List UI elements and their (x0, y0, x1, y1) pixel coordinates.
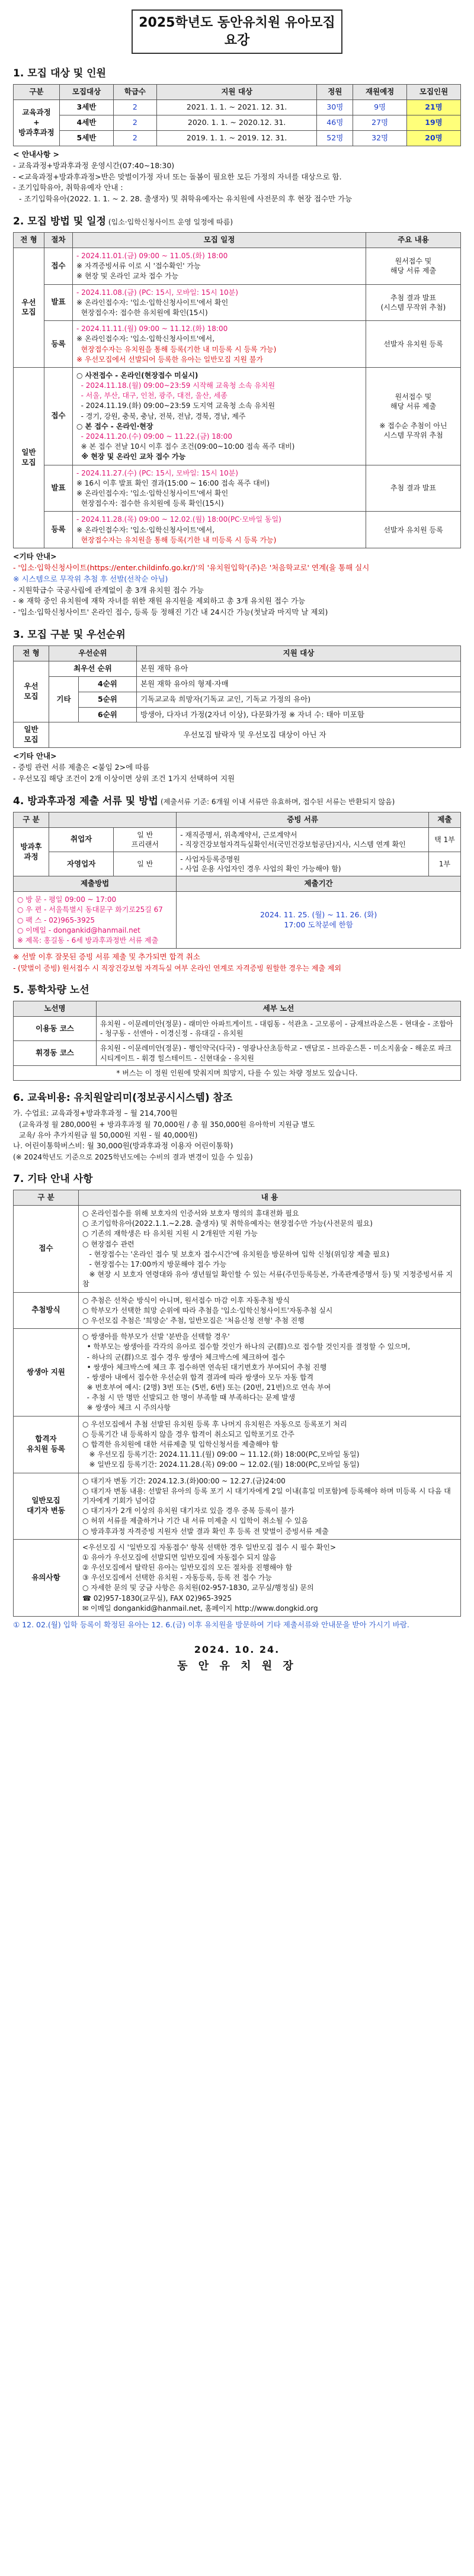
content-line: ○ 우선모집 추첨은 '희망순' 추첨, 일반모집은 '처음신청 전형' 추첨 진행 (82, 1316, 305, 1325)
main-cell: 선발자 유치원 등록 (366, 512, 461, 548)
documents-notes (13, 952, 461, 973)
qty-cell: 1부 (429, 852, 461, 876)
rank-cell: 4순위 (79, 676, 137, 692)
main-cell: 원서접수 및 해당 서류 제출 (366, 248, 461, 285)
recruit-table (13, 84, 461, 146)
schedule-line: - 서울, 부산, 대구, 인천, 광주, 대전, 울산, 세종 (76, 391, 228, 400)
table-row (14, 1329, 461, 1417)
schedule-line: 현장접수자는 유치원을 통해 등록(기한 내 미등록 시 등록 가능) (76, 535, 277, 544)
period-cell: 2024. 11. 25. (월) ~ 11. 26. (화) 17:00 도착분에 한함 (177, 892, 461, 949)
note-line: - '입소·입학신청사이트(https://enter.childinfo.go.kr/)'의 '유치원입학'(주)은 '처음학교로' 연계(을 통해 실시 (13, 563, 370, 572)
group-cell: 우선 모집 (14, 248, 44, 368)
content-line: ○ 등록기간 내 등록하지 않을 경우 합격이 취소되고 입학포기로 간주 (82, 1430, 294, 1438)
step-cell: 등록 (44, 512, 73, 548)
content-line: • 학부모는 쌍생아를 각각의 유아로 접수할 것인가 하나의 군(群)으로 접수할 것인지를 결정할 수 있으며, (82, 1342, 411, 1351)
col-kind: 구 분 (14, 1190, 79, 1206)
col-recruit: 모집인원 (407, 85, 461, 100)
kind-cell: 합격자 유치원 등록 (14, 1416, 79, 1473)
step-cell: 접수 (44, 367, 73, 465)
method-line: ※ 제목: 홍길동 - 6세 방과후과정반 서류 제출 (17, 936, 159, 945)
section-3-heading (13, 628, 461, 642)
fee-line: (※ 2024학년도 기준으로 2025학년도에는 수비의 결과 변경이 있을 수 있음) (13, 1153, 253, 1162)
recruit-cell: 20명 (407, 130, 461, 146)
table-row (14, 1292, 461, 1329)
schedule-cell (73, 512, 366, 548)
schedule-line: - 2024.11.18.(월) 09:00~23:59 시작해 교육청 소속 유치원 (76, 381, 276, 390)
planned-cell: 9명 (353, 100, 407, 115)
content-cell (79, 1292, 461, 1329)
col-planned: 재원예정 (353, 85, 407, 100)
schedule-line: ※ 자격증빙서류 이로 시 '접수확인' 가능 (76, 262, 201, 271)
method-cell (14, 892, 177, 949)
sub-cell: 일 반 프리랜서 (114, 827, 177, 852)
quota-cell: 30명 (317, 100, 353, 115)
schedule-line: - 2024.11.11.(월) 09:00 ~ 11.12.(화) 18:00 (76, 325, 228, 333)
table-row (14, 248, 461, 285)
table-row (14, 321, 461, 368)
table-row (14, 892, 461, 949)
fees-block (13, 1109, 461, 1162)
desc-cell: 우선모집 탈락자 및 우선모집 대상이 아닌 자 (49, 722, 461, 748)
table-row (14, 852, 461, 876)
table-row (14, 676, 461, 692)
content-line: - 현장접수는 17:00까지 방문해야 접수 가능 (82, 1260, 227, 1268)
note-line: - ※ 재학 중인 유치원에 재학 자녀를 위한 재원 유지원을 제외하고 총 3개 유치원 접수 가능 (13, 596, 306, 606)
table-row (14, 1041, 461, 1065)
schedule-line: - 2024.11.27.(수) (PC: 15시, 모바일: 15시 10분) (76, 468, 238, 477)
content-line: ○ 추첨은 선착순 방식이 아니며, 원서접수 마감 이후 자동추첨 방식 (82, 1296, 290, 1305)
guide-table (13, 1190, 461, 1617)
doc-cell: - 재직증명서, 위촉계약서, 근로계약서 - 직장건강보험자격득실확인서(국민건강보험공단)지사, 시스템 연계 확인 (177, 827, 429, 852)
table-row (14, 100, 461, 115)
table-row (14, 692, 461, 707)
kind-cell: 자영업자 (49, 852, 114, 876)
step-cell: 발표 (44, 284, 73, 321)
range-cell: 2019. 1. 1. ~ 2019. 12. 31. (156, 130, 317, 146)
content-cell (79, 1416, 461, 1473)
table-row (14, 1473, 461, 1539)
priority-table (13, 645, 461, 748)
section-2-title: 2. 모집 방법 및 일정 (13, 216, 106, 228)
section-2-subtitle: (입소·입학신청사이트 운영 일정에 따름) (108, 218, 233, 227)
notes-title: <기타 안내> (13, 751, 57, 761)
schedule-line: ○ 사전접수 - 온라인(현장접수 미실시) (76, 371, 198, 380)
content-line: ※ 우선모집 등록기간: 2024.11.11.(월) 09:00 ~ 11.12.(화) 18:00(PC,모바일 동일) (82, 1450, 360, 1459)
quota-cell: 46명 (317, 115, 353, 131)
col-doc: 증빙 서류 (177, 812, 429, 827)
group-cell: 우선 모집 (14, 661, 49, 722)
schedule-cell (73, 367, 366, 465)
documents-table (13, 812, 461, 949)
content-line: ○ 조기입학유아(2022.1.1.~2.28. 출생자) 및 취학유예자는 현장접수만 가능(사전문의 필요) (82, 1219, 373, 1228)
table-row (14, 1017, 461, 1041)
col-route-name: 노선명 (14, 1001, 97, 1017)
range-cell: 2021. 1. 1. ~ 2021. 12. 31. (156, 100, 317, 115)
schedule-line: ※ 본 접수 전날 10시 이후 접수 조건(09:00~10:00 접속 폭주 대비) (76, 442, 295, 451)
content-line: <우선모집 시 '일반모집 자동접수' 항목 선택한 경우 일반모집 접수 시 필수 확인> (82, 1543, 337, 1552)
route-name-cell: 이용동 코스 (14, 1017, 97, 1041)
section-4-subtitle: (제출서류 기준: 6개월 이내 서류만 유효하며, 접수된 서류는 반환되지 않음) (160, 797, 395, 806)
content-line: ○ 학부모가 선택한 희망 순위에 따라 추첨을 '입소·입학신청사이트'자동추첨 실시 (82, 1306, 333, 1315)
schedule-line: ※ 우선모집에서 선발되어 등록한 유아는 일반모집 지원 불가 (76, 355, 263, 364)
col-content: 내 용 (79, 1190, 461, 1206)
content-line: - 현장접수는 '온라인 접수 및 보호자 접수시간'에 유치원을 방문하여 입학 신청(위임장 제출 필요) (82, 1250, 390, 1258)
note-line: - 조기입학유아, 취학유예자 안내 : (13, 183, 123, 192)
priority-notes (13, 751, 461, 784)
group-cell: 일반 모집 (14, 367, 44, 548)
schedule-line: ※ 온라인접수자: '입소·입학신청사이트'에서 확인 (76, 298, 229, 307)
route-note-cell: * 버스는 이 정원 인원에 맞춰지며 희망지, 다를 수 있는 차량 정보도 있습니다. (14, 1065, 461, 1080)
target-cell: 5세반 (60, 130, 114, 146)
col-type: 전 형 (14, 646, 49, 661)
content-line: - 쌍생아 내에서 접수한 우선순위 합격 결과에 따라 쌍생아 모두 자동 합격 (82, 1373, 314, 1382)
content-line: - 추첨 시 만 명만 선발되고 한 명이 부족할 때 부족하다는 문제 발생 (82, 1393, 296, 1402)
col-kind: 구 분 (14, 812, 49, 827)
schedule-line: - 경기, 강원, 충북, 충남, 전북, 전남, 경북, 경남, 제주 (76, 412, 246, 420)
note-line: - <교육과정+방과후과정>반은 맞벌이가정 자녀 또는 돌봄이 필요한 모든 가정의 자녀를 대상으로 함. (13, 172, 342, 181)
note-line: - (맞벌이 증빙) 원서접수 시 직장건강보험 자격득실 여부 온라인 연계로 자격증빙 원할한 경우는 제출 제외 (13, 964, 341, 973)
col-type: 전 형 (14, 233, 44, 248)
notes-title: < 안내사항 > (13, 149, 59, 159)
table-row (14, 512, 461, 548)
table-row (14, 1416, 461, 1473)
desc-cell: 본원 재학 유아의 형제·자매 (136, 676, 460, 692)
content-line: ※ 번호부여 예시: (2명) 3번 또는 (5번, 6번) 또는 (20번, 21번)으로 연속 부여 (82, 1383, 331, 1392)
step-cell: 접수 (44, 248, 73, 285)
sub-cell: 일 반 (114, 852, 177, 876)
schedule-line: - 2024.11.28.(목) 09:00 ~ 12.02.(월) 18:00(PC·모바일 동일) (76, 515, 281, 524)
content-line: ✉ 이메일 dongankid@hanmail.net, 홈페이지 http://www.dongkid.org (82, 1604, 318, 1613)
table-row (14, 130, 461, 146)
desc-cell: 기독교교육 희망자(기독교 교인, 기독교 가정의 유아) (136, 692, 460, 707)
schedule-line: - 2024.11.20.(수) 09:00 ~ 11.22.(금) 18:00 (76, 432, 232, 441)
content-line: ※ 현장 시 보호자 연령대와 유아 생년월일 확인할 수 있는 서류(주민등록등본, 가족관계증명서 등) 및 지정증빙서류 지참 (82, 1270, 453, 1289)
group-cell: 방과후 과정 (14, 827, 49, 876)
content-line: ○ 허위 서류를 제출하거나 기간 내 서류 미제출 시 입학이 취소될 수 있음 (82, 1517, 308, 1525)
section-5-heading (13, 984, 461, 997)
method-line: ○ 이메일 - dongankid@hanmail.net (17, 926, 140, 934)
desc-cell: 본원 재학 유아 (136, 661, 460, 676)
notes-title: <기타 안내> (13, 551, 57, 561)
fee-line: 교육/ 유아 추가지원금 월 50,000원 지원 - 월 40,000원) (19, 1131, 198, 1139)
schedule-line: 현장접수자: 접수한 유치원에 확인(15시) (76, 308, 208, 317)
schedule-cell (73, 465, 366, 512)
note-line: - 지원학급수 국공사립에 관계없이 총 3개 유치원 접수 가능 (13, 585, 204, 595)
schedule-line: - 2024.11.01.(금) 09:00 ~ 11.05.(화) 18:00 (76, 252, 228, 260)
content-line: ○ 대기자 변동 기간: 2024.12.3.(화)00:00 ~ 12.27.(금)24:00 (82, 1476, 286, 1485)
tier-label-cell: 기타 (49, 676, 79, 722)
col-schedule: 모집 일정 (73, 233, 366, 248)
classes-cell: 2 (113, 115, 156, 131)
table-row (14, 367, 461, 465)
section-5-title: 5. 통학차량 노선 (13, 984, 89, 997)
kind-cell: 일반모집 대기자 변동 (14, 1473, 79, 1539)
content-line: ○ 쌍생아를 학부모가 선발 '분반을 선택할 경우' (82, 1332, 230, 1341)
content-line: ○ 자세한 문의 및 궁금 사항은 유치원(02-957-1830, 교무실/행정실) 문의 (82, 1583, 314, 1592)
range-cell: 2020. 1. 1. ~ 2020.12. 31. (156, 115, 317, 131)
fee-line: 나. 어린이통학버스비: 월 30,000원(방과후과정 이용자 어린이통학) (13, 1141, 233, 1151)
content-line: • 쌍생아 체크박스에 체크 후 접수하면 연속된 대기번호가 부여되어 추첨 진행 (82, 1363, 327, 1371)
rank-cell: 6순위 (79, 707, 137, 722)
route-name-cell: 휘경동 코스 (14, 1041, 97, 1065)
footer-date: 2024. 10. 24. (194, 1643, 280, 1655)
table-row (14, 465, 461, 512)
content-line: - 하나의 군(群)으로 접수 경우 쌍생아 체크박스에 체크하여 접수 (82, 1353, 286, 1361)
table-row (14, 722, 461, 748)
schedule-line: ※ 온라인접수자: '입소·입학신청사이트'에서 확인 (76, 489, 229, 497)
classes-cell: 2 (113, 100, 156, 115)
content-line: ○ 대기자가 2개 이상의 유치원 대기자로 있을 경우 중복 등록이 불가 (82, 1507, 294, 1515)
note-line: - 교육과정+방과후과정 운영시간(07:40~18:30) (13, 160, 175, 170)
method-line: ○ 우 편 - 서울특별시 동대문구 화기로25길 67 (17, 905, 163, 914)
group-cell: 일반 모집 (14, 722, 49, 748)
desc-cell: 방생아, 다자녀 가정(2자녀 이상), 다문화가정 ※ 자녀 수: 태아 미포함 (136, 707, 460, 722)
schedule-line: - 2024.11.08.(금) (PC: 15시, 모바일: 15시 10분) (76, 288, 238, 297)
schedule-cell (73, 321, 366, 368)
content-line: ② 우선모집에서 탈락된 유아는 일반모집의 모든 절차를 진행해야 함 (82, 1563, 293, 1572)
recruit-notes (13, 150, 461, 204)
quota-cell: 52명 (317, 130, 353, 146)
kind-cell: 추첨방식 (14, 1292, 79, 1329)
classes-cell: 2 (113, 130, 156, 146)
col-target: 지원 대상 (136, 646, 460, 661)
footnote-line: ① 12. 02.(월) 입학 등록이 확정된 유아는 12. 6.(금) 이후 유치원을 방문하여 기타 제출서류와 안내문을 받아 가시기 바람. (13, 1620, 409, 1629)
doc-cell: - 사업자등록증명원 - 사업 운용 사업자인 경우 사업의 확인 가능해야 함) (177, 852, 429, 876)
footer-signature: 동 안 유 치 원 장 (177, 1660, 297, 1673)
division-cell: 교육과정 + 방과후과정 (14, 100, 60, 146)
schedule-cell (73, 284, 366, 321)
table-row (14, 115, 461, 131)
kind-cell: 접수 (14, 1206, 79, 1293)
schedule-line: - 2024.11.19.(화) 09:00~23:59 도지역 교육청 소속 유치원 (76, 402, 276, 410)
rank-cell: 5순위 (79, 692, 137, 707)
content-line: ※ 일반모집 등록기간: 2024.11.28.(목) 09:00 ~ 12.02.(월) 18:00(PC,모바일 동일) (82, 1460, 360, 1469)
section-1-heading (13, 67, 461, 81)
rank-cell: 최우선 순위 (49, 661, 137, 676)
section-6-heading (13, 1091, 461, 1105)
content-cell (79, 1329, 461, 1417)
recruit-cell: 19명 (407, 115, 461, 131)
main-cell: 추첨 결과 발표 (시스템 무작위 추첨) (366, 284, 461, 321)
schedule-line: ○ 본 접수 - 온라인·현장 (76, 422, 153, 431)
table-row (14, 284, 461, 321)
content-line: ○ 대기자 변동 내용: 선발된 유아의 등록 포기 시 대기자에게 2일 이내(휴일 미포함)에 등록해야 하며 미등록 시 다음 대기자에게 기회가 넘어감 (82, 1486, 451, 1505)
section-3-title: 3. 모집 구분 및 우선순위 (13, 629, 126, 641)
table-row (14, 1206, 461, 1293)
kind-cell: 취업자 (49, 827, 114, 852)
route-detail-cell: 유치원 - 이문레미안(정문) - 래미안 아파트게이트 - 대림동 - 석관초 - 고모롱이 - 금재브라운스톤 - 현대숲 - 조합아 - 청구동 - 선엔아 - 이경신정 - 유대길 - 유치원 (97, 1017, 461, 1041)
note-line: - 증빙 관련 서류 제출은 <붙임 2>에 따름 (13, 763, 150, 772)
document-title: 2025학년도 동안유치원 유아모집 요강 (132, 9, 342, 54)
schedule-line: ※ 현장 및 온라인 교차 접수 가능 (76, 452, 186, 461)
section-7-title: 7. 기타 안내 사항 (13, 1173, 93, 1186)
content-cell (79, 1473, 461, 1539)
planned-cell: 27명 (353, 115, 407, 131)
section-6-title: 6. 교육비용: 유치원알리미(정보공시시스템) 참조 (13, 1092, 233, 1104)
schedule-line: ※ 현장 및 온라인 교차 접수 가능 (76, 272, 179, 281)
col-route-detail: 세부 노선 (97, 1001, 461, 1017)
note-line: - 조기입학유아(2022. 1. 1. ~ 2. 28. 출생자) 및 취학유예자는 유치원에 사전문의 후 현장 접수만 가능 (19, 194, 353, 204)
content-line: ※ 쌍생아 체크 시 주의사항 (82, 1403, 171, 1412)
main-cell: 추첨 결과 발표 (366, 465, 461, 512)
col-division: 구분 (14, 85, 60, 100)
schedule-notes (13, 552, 461, 618)
col-sub (49, 812, 177, 827)
table-row (14, 661, 461, 676)
content-line: ☎ 02)957-1830(교무실), FAX 02)965-3925 (82, 1594, 232, 1602)
fee-line: 가. 수업료: 교육과정+방과후과정 – 월 214,700원 (13, 1108, 178, 1117)
target-cell: 3세반 (60, 100, 114, 115)
step-cell: 발표 (44, 465, 73, 512)
col-step: 절차 (44, 233, 73, 248)
note-line: - 우선모집 해당 조건이 2개 이상이면 상위 조건 1가지 선택하여 지원 (13, 773, 235, 783)
schedule-line: ※ 16시 이후 발표 확인 결과(15:00 ~ 16:00 접속 폭주 대비) (76, 478, 270, 487)
section-4-title: 4. 방과후과정 제출 서류 및 방법 (13, 795, 158, 807)
schedule-cell (73, 248, 366, 285)
content-line: ○ 우선모집에서 추첨 선발된 유치원 등록 후 나머지 유치원은 자동으로 등록포기 처리 (82, 1419, 347, 1428)
content-line: ③ 우선모집에서 선택한 유치원 - 자동등록, 등록 전 접수 가능 (82, 1573, 272, 1582)
schedule-line: 현장접수자는 유치원을 통해 등록(기한 내 미등록 시 등록 가능) (76, 345, 277, 354)
fee-line: (교육과정 월 280,000원 + 방과후과정 월 70,000원 / 총 월 350,000원 유아학비 지원금 별도 (19, 1120, 315, 1129)
content-cell (79, 1539, 461, 1616)
method-line: ○ 방 문 - 평일 09:00 ~ 17:00 (17, 895, 117, 904)
section-4-heading (13, 795, 461, 808)
section-1-title: 1. 모집 대상 및 인원 (13, 68, 106, 80)
recruit-cell: 21명 (407, 100, 461, 115)
method-header: 제출방법 (14, 876, 177, 892)
content-line: ○ 현장접수 관련 (82, 1239, 134, 1248)
main-cell: 원서접수 및 해당 서류 제출 ※ 접수순 추첨이 아닌 시스템 무작위 추첨 (366, 367, 461, 465)
col-range: 지원 대상 (156, 85, 317, 100)
kind-cell: 유의사항 (14, 1539, 79, 1616)
planned-cell: 32명 (353, 130, 407, 146)
content-line: ○ 온라인접수를 위해 보호자의 인증서와 보호자 명의의 휴대전화 필요 (82, 1209, 299, 1218)
col-qty: 제출 (429, 812, 461, 827)
route-detail-cell: 유치원 - 이문레미안(정문) - 행인약국(다국) - 영광나산초등학교 - 맨담로 - 브라운스톤 - 미소지움숲 - 해운로 파크시티게이트 - 휘경 힐스테이트 - 신현대숲 - 유치원 (97, 1041, 461, 1065)
table-row (14, 1539, 461, 1616)
table-row (14, 1065, 461, 1080)
section-2-heading (13, 215, 461, 229)
col-rank: 우선순위 (49, 646, 137, 661)
schedule-line: ※ 온라인접수자: '입소·입학신청사이트'에서, (76, 335, 215, 343)
content-line: ① 유아가 우선모집에 선발되면 일반모집에 자동접수 되지 않음 (82, 1553, 277, 1562)
col-classes: 학급수 (113, 85, 156, 100)
method-line: ○ 팩 스 - 02)965-3925 (17, 916, 95, 924)
period-header: 제출기간 (177, 876, 461, 892)
content-line: ○ 합격한 유치원에 대한 서류제출 및 입학신청서를 제출해야 함 (82, 1440, 278, 1448)
section-7-heading (13, 1173, 461, 1186)
col-target: 모집대상 (60, 85, 114, 100)
note-line: ※ 시스템으로 무작위 추첨 후 선발(선착순 아님) (13, 574, 168, 583)
col-main: 주요 내용 (366, 233, 461, 248)
content-cell (79, 1206, 461, 1293)
schedule-line: 현장접수자: 접수한 유치원에 등록 확인(15시) (76, 499, 224, 508)
guide-footnote (13, 1620, 461, 1630)
note-line: - '입소·입학신청사이트' 온라인 접수, 등록 등 정해진 기간 내 24시간 가능(첫날과 마지막 날 제외) (13, 608, 328, 617)
qty-cell: 택 1부 (429, 827, 461, 852)
main-cell: 선발자 유치원 등록 (366, 321, 461, 368)
note-line: ※ 선발 이후 잘못된 증빙 서류 제출 및 추가되면 합격 취소 (13, 952, 200, 962)
table-row (14, 707, 461, 722)
step-cell: 등록 (44, 321, 73, 368)
target-cell: 4세반 (60, 115, 114, 131)
col-quota: 정원 (317, 85, 353, 100)
content-line: ○ 기존의 재학생은 타 유치원 지원 시 2개원만 지원 가능 (82, 1229, 258, 1238)
content-line: ○ 방과후과정 자격증빙 지원자 선발 결과 확인 후 등록 전 맞벌이 증빙서류 제출 (82, 1527, 329, 1536)
table-row (14, 827, 461, 852)
bus-route-table (13, 1001, 461, 1081)
schedule-table (13, 232, 461, 548)
kind-cell: 쌍생아 지원 (14, 1329, 79, 1417)
schedule-line: ※ 온라인접수자: '입소·입학신청사이트'에서, (76, 525, 215, 534)
